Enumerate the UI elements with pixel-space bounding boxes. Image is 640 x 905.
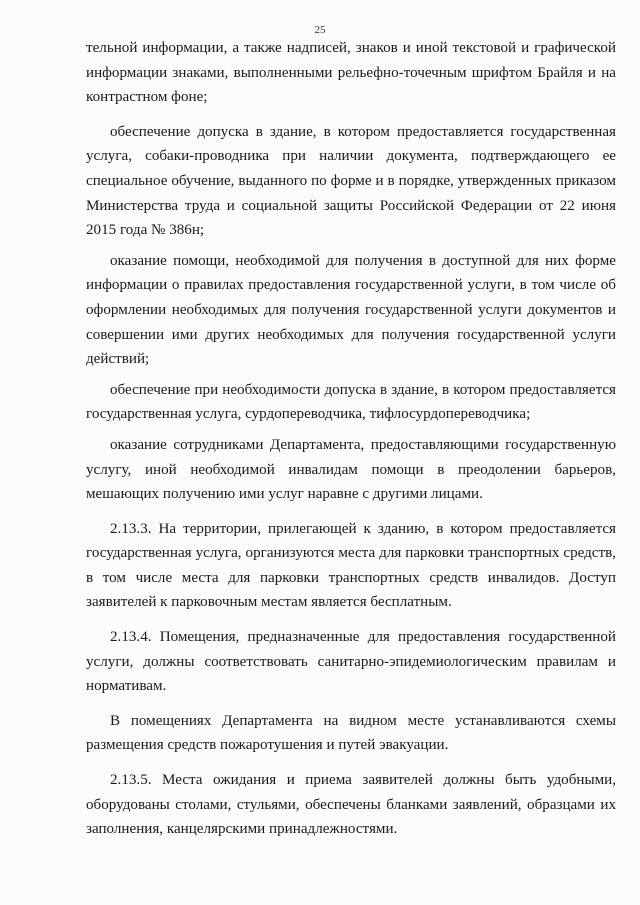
paragraph-guide-dog-access: обеспечение допуска в здание, в котором предоставляется государственная услуга, собаки-проводника при наличии документа, подтверждающего ее специальное обучение, выданного по форме и в порядке, утвержденных приказом Министерства труда и социальной защиты Российской Федерации от 22 июня 2015 года № 386н; — [86, 123, 616, 239]
paragraph-2-13-4-premises: 2.13.4. Помещения, предназначенные для предоставления государственной услуги, должны соответствовать санитарно-эпидемиологическим правилам и нормативам. — [86, 629, 616, 695]
paragraph-sign-interpreter-access: обеспечение при необходимости допуска в здание, в котором предоставляется государственная услуга, сурдопереводчика, тифлосурдопереводчика; — [86, 381, 616, 423]
paragraph-2-13-5-waiting-areas: 2.13.5. Места ожидания и приема заявителей должны быть удобными, оборудованы столами, стульями, обеспечены бланками заявлений, образцами их заполнения, канцелярскими принадлежностями. — [86, 772, 616, 838]
paragraph-evacuation-schemes: В помещениях Департамента на видном месте устанавливаются схемы размещения средств пожаротушения и путей эвакуации. — [86, 712, 616, 754]
page-number: 25 — [314, 24, 326, 36]
paragraph-information-assistance: оказание помощи, необходимой для получения в доступной для них форме информации о правилах предоставления государственной услуги, в том числе об оформлении необходимых для получения государственной услуги документов и совершении ими других необходимых для получения государственной услуги действий; — [86, 252, 616, 368]
paragraph-staff-assistance: оказание сотрудниками Департамента, предоставляющими государственную услугу, иной необходимой инвалидам помощи в преодолении барьеров, мешающих получению ими услуг наравне с другими лицами. — [86, 436, 616, 503]
paragraph-continuation: тельной информации, а также надписей, знаков и иной текстовой и графической информации знаками, выполненными рельефно-точечным шрифтом Брайля и на контрастном фоне; — [86, 40, 616, 106]
paragraph-2-13-3-parking: 2.13.3. На территории, прилегающей к зданию, в котором предоставляется государственная услуга, организуются места для парковки транспортных средств, в том числе места для парковки транспортных средств инвалидов. Доступ заявителей к парковочным местам является бесплатным. — [86, 520, 616, 611]
document-body — [86, 36, 616, 852]
